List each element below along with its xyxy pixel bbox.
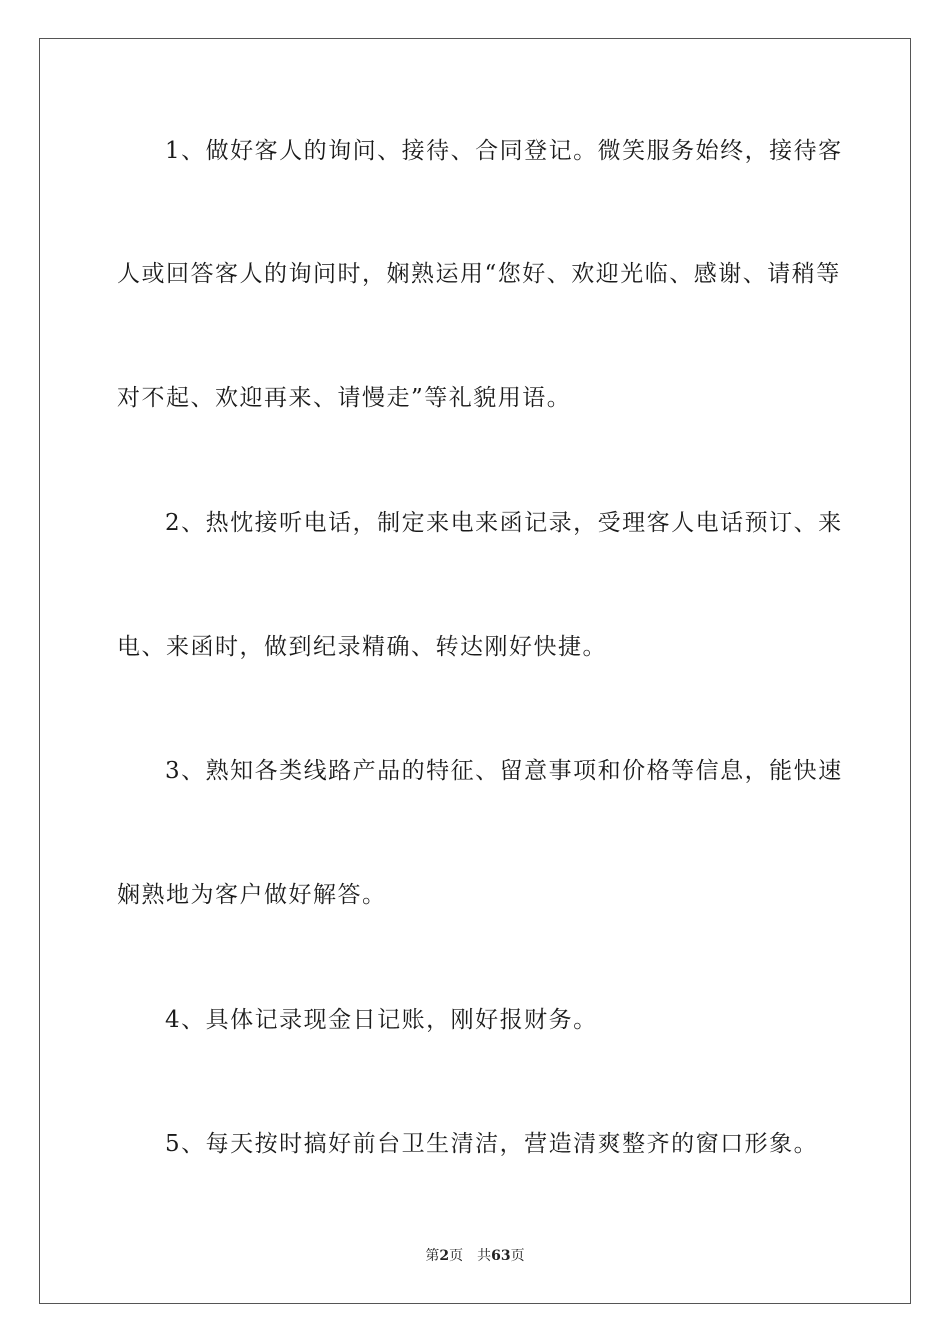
page-current: 2	[439, 1248, 450, 1264]
total-suffix: 页	[510, 1248, 525, 1264]
paragraph-4-line-1: 4、具体记录现金日记账，刚好报财务。	[165, 1007, 598, 1033]
total-prefix: 共	[477, 1248, 492, 1264]
paragraph-1-line-1: 1、做好客人的询问、接待、合同登记。微笑服务始终，接待客	[165, 138, 843, 164]
paragraph-2-line-1: 2、热忱接听电话，制定来电来函记录，受理客人电话预订、来	[165, 510, 843, 536]
paragraph-1-line-2: 人或回答客人的询问时，娴熟运用“您好、欢迎光临、感谢、请稍等	[117, 261, 841, 287]
paragraph-2-line-2: 电、来函时，做到纪录精确、转达刚好快捷。	[117, 634, 607, 660]
page-border	[39, 38, 911, 1304]
page-prefix: 第	[425, 1248, 440, 1264]
page-footer	[0, 1247, 950, 1265]
paragraph-3-line-1: 3、熟知各类线路产品的特征、留意事项和价格等信息，能快速	[165, 758, 843, 784]
page-suffix: 页	[449, 1248, 464, 1264]
paragraph-1-line-3: 对不起、欢迎再来、请慢走”等礼貌用语。	[117, 385, 572, 411]
page-total: 63	[491, 1248, 511, 1264]
paragraph-3-line-2: 娴熟地为客户做好解答。	[117, 882, 387, 908]
paragraph-5-line-1: 5、每天按时搞好前台卫生清洁，营造清爽整齐的窗口形象。	[165, 1131, 819, 1157]
